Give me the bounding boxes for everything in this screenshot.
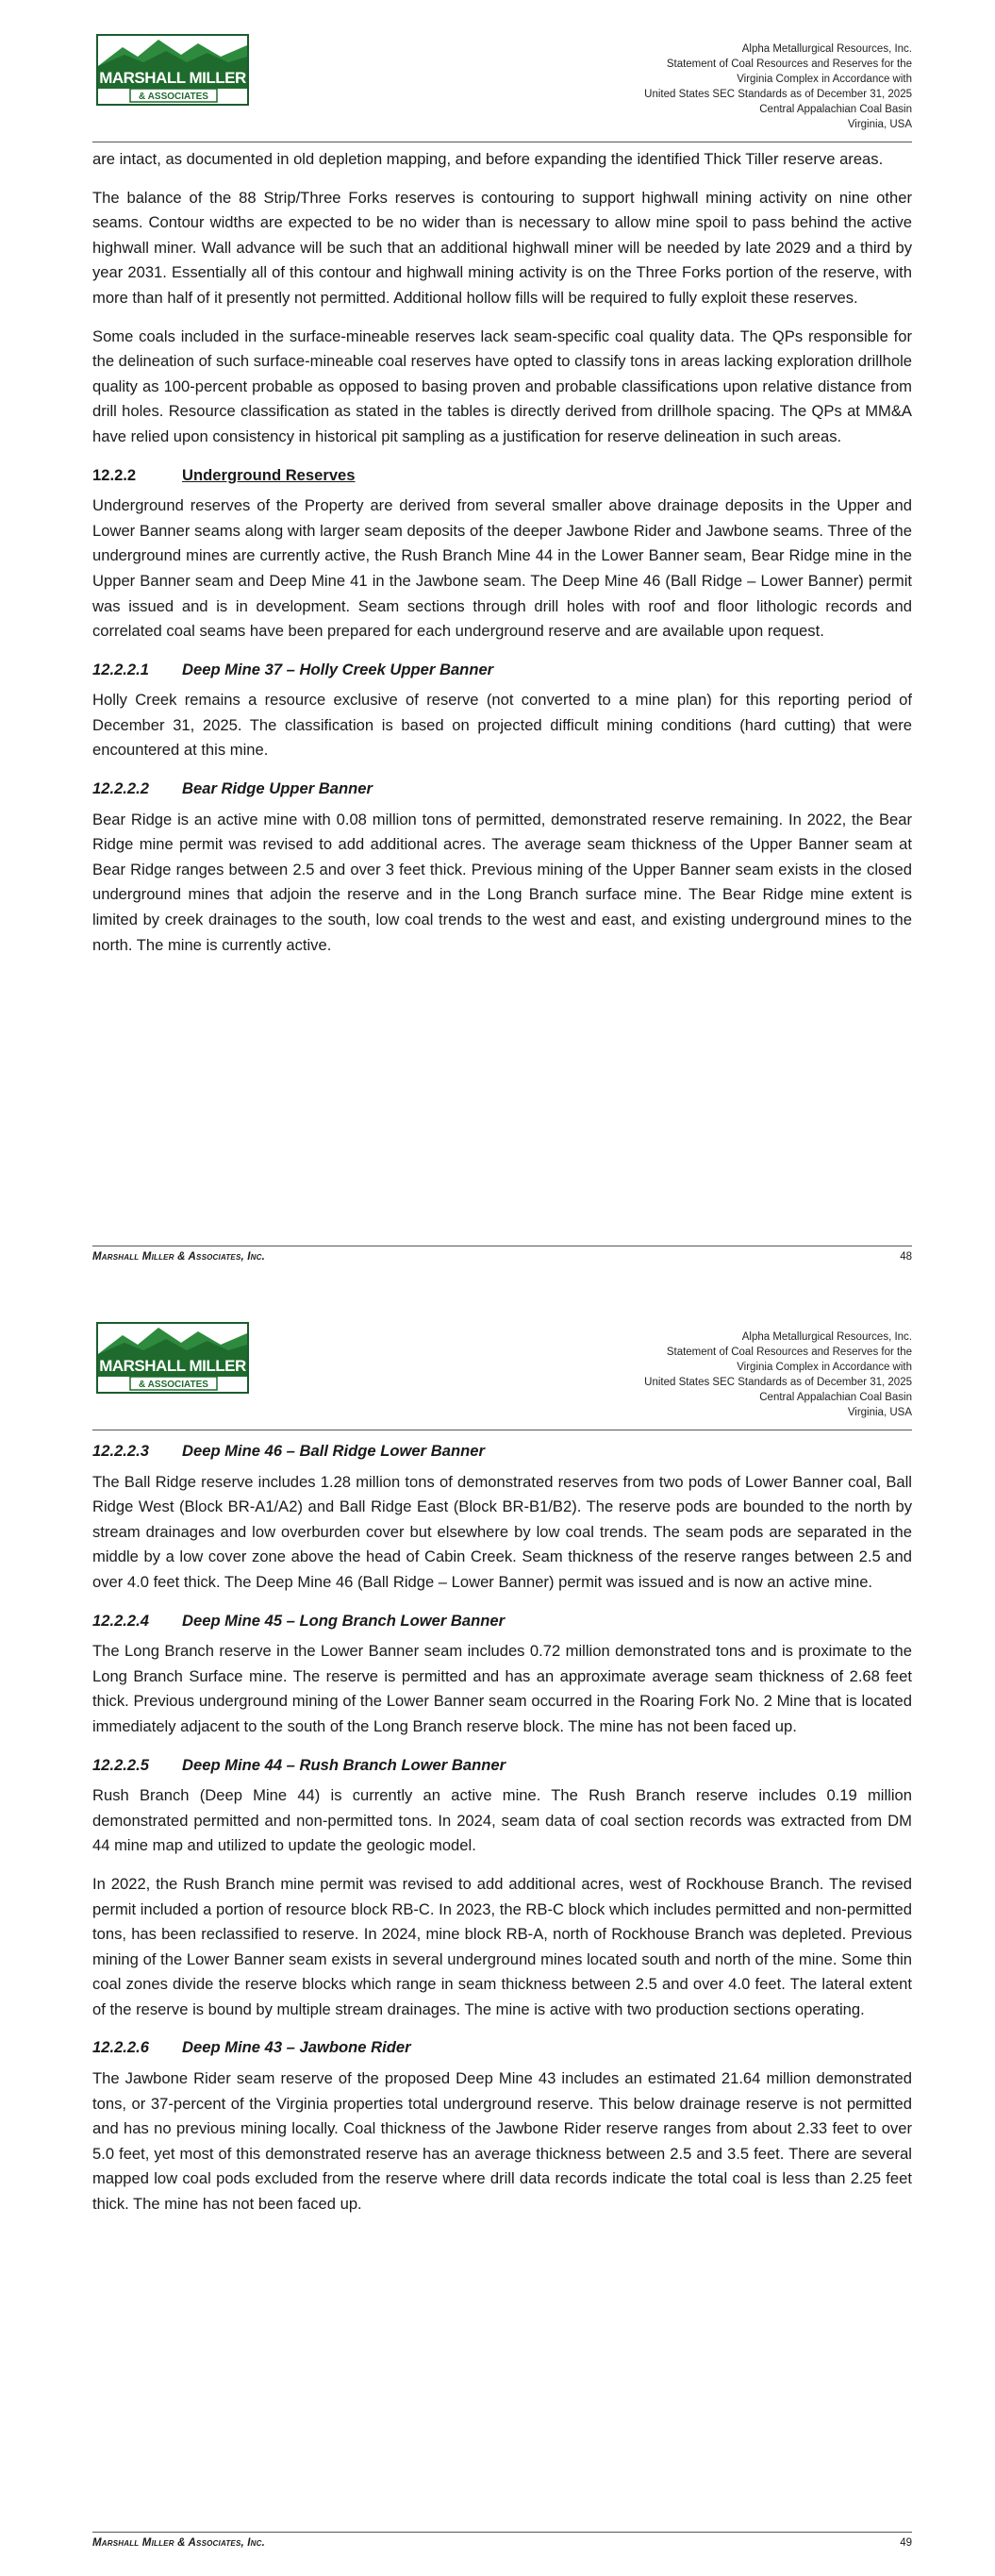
paragraph: Underground reserves of the Property are derived from several smaller above drainage deposits in the Upper and Lower Banner seams along with larger seam deposits of the deeper Jawbone Rider and Jawbone seams. Three of the underground mines are currently active, the Rush Branch Mine 44 in the Lower Banner seam, Bear Ridge mine in the Upper Banner seam and Deep Mine 41 in the Jawbone seam. The Deep Mine 46 (Ball Ridge – Lower Banner) permit was issued and is in development. Seam sections through drill holes with roof and floor lithologic records and correlated coal seams have been prepared for each underground reserve and are available upon request. (92, 496, 912, 641)
subsection-heading-ball-ridge (92, 1439, 912, 1464)
section-number: 12.2.2 (92, 465, 137, 484)
paragraph: The Ball Ridge reserve includes 1.28 million tons of demonstrated reserves from two pods of Lower Banner coal, Ball Ridge West (Block BR-A1/A2) and Ball Ridge East (Block BR-B1/B2). The reserve pods are bounded to the north by stream drainages and low overburden cover but elsewhere by low coal trends. The seam pods are separated in the middle by a low cover zone above the head of Cabin Creek. Seam thickness of the reserve ranges between 2.5 and over 4.0 feet thick. The Deep Mine 46 (Ball Ridge – Lower Banner) permit was issued and is now an active mine. (92, 1472, 912, 1591)
subsection-title: Bear Ridge Upper Banner (182, 779, 373, 798)
logo-text-bottom: & ASSOCIATES (139, 92, 208, 102)
subsection-heading-rush-branch (92, 1753, 912, 1779)
page-number: 49 (900, 2537, 912, 2549)
footer-firm: Marshall Miller & Associates, Inc. (92, 1251, 266, 1263)
header-line-3: Virginia Complex in Accordance with (737, 1362, 912, 1373)
subsection-number: 12.2.2.2 (92, 779, 149, 798)
subsection-title: Deep Mine 46 – Ball Ridge Lower Banner (182, 1442, 485, 1460)
company-logo (96, 34, 249, 106)
section-title: Underground Reserves (182, 465, 356, 484)
page-footer (92, 1251, 912, 1263)
page-body (92, 1439, 912, 2231)
subsection-title: Deep Mine 45 – Long Branch Lower Banner (182, 1611, 506, 1630)
header-line-2: Statement of Coal Resources and Reserves for the (666, 59, 912, 70)
logo-text-bottom: & ASSOCIATES (139, 1380, 208, 1390)
paragraph: Some coals included in the surface-mineable reserves lack seam-specific coal quality data. The QPs responsible for the delineation of such surface-mineable coal reserves have opted to classify tons in areas lacking exploration drillhole quality as 100-percent probable as opposed to basing proven and probable classifications upon relative distance from drill holes. Resource classification as stated in the tables is directly derived from drillhole spacing. The QPs at MM&A have relied upon consistency in historical pit sampling as a justification for reserve delineation in such areas. (92, 326, 912, 445)
logo-text-top: MARSHALL MILLER (99, 1357, 246, 1375)
subsection-number: 12.2.2.1 (92, 660, 149, 678)
subsection-number: 12.2.2.6 (92, 2038, 149, 2057)
logo-text-top: MARSHALL MILLER (99, 69, 246, 87)
subsection-heading-holly-creek (92, 658, 912, 683)
header-line-4: United States SEC Standards as of December 31, 2025 (644, 1377, 912, 1388)
page-footer (92, 2537, 912, 2549)
header-line-5: Central Appalachian Coal Basin (759, 1392, 912, 1403)
section-heading-underground-reserves (92, 463, 912, 489)
paragraph: The balance of the 88 Strip/Three Forks reserves is contouring to support highwall mining activity on nine other seams. Contour widths are expected to be no wider than is necessary to allow mine spoil to pass behind the active highwall miner. Wall advance will be such that an additional highwall miner will be needed by late 2029 and a third by year 2031. Essentially all of this contour and highwall mining activity is on the Three Forks portion of the reserve, with more than half of it presently not permitted. Additional hollow fills will be required to fully exploit these reserves. (92, 188, 912, 307)
footer-firm: Marshall Miller & Associates, Inc. (92, 2537, 266, 2549)
header-company: Alpha Metallurgical Resources, Inc. (741, 43, 912, 55)
subsection-number: 12.2.2.5 (92, 1755, 149, 1774)
header-company: Alpha Metallurgical Resources, Inc. (741, 1331, 912, 1343)
subsection-title: Deep Mine 43 – Jawbone Rider (182, 2038, 411, 2057)
page-number: 48 (900, 1251, 912, 1263)
page-body (92, 147, 912, 971)
paragraph: are intact, as documented in old depletion mapping, and before expanding the identified Thick Tiller reserve areas. (92, 150, 884, 168)
subsection-heading-long-branch (92, 1609, 912, 1634)
subsection-heading-jawbone-rider (92, 2035, 912, 2061)
header-line-5: Central Appalachian Coal Basin (759, 104, 912, 115)
subsection-heading-bear-ridge (92, 777, 912, 802)
paragraph: Rush Branch (Deep Mine 44) is currently an active mine. The Rush Branch reserve includes 0.19 million demonstrated permitted and non-permitted tons. In 2024, seam data of coal section records was extracted from DM 44 mine map and utilized to update the geologic model. (92, 1786, 912, 1855)
paragraph: In 2022, the Rush Branch mine permit was revised to add additional acres, west of Rockhouse Branch. The revised permit included a portion of resource block RB-C. In 2023, the RB-C block which includes permitted and non-permitted tons, has been reclassified to reserve. In 2024, mine block RB-A, north of Rockhouse Branch was depleted. Previous mining of the Lower Banner seam exists in several underground mines located south and north of the mine. Some thin coal zones divide the reserve blocks which range in seam thickness between 2.5 and over 4.0 feet. The lateral extent of the reserve is bound by multiple stream drainages. The mine is active with two production sections operating. (92, 1874, 912, 2018)
paragraph: Bear Ridge is an active mine with 0.08 million tons of permitted, demonstrated reserve remaining. In 2022, the Bear Ridge mine permit was revised to add additional acres. The average seam thickness of the Upper Banner seam at Bear Ridge ranges between 2.5 and over 3 feet thick. Previous mining of the Upper Banner seam exists in the closed underground mines that adjoin the reserve and in the Long Branch surface mine. The Bear Ridge mine extent is limited by creek drainages to the south, low coal trends to the west and east, and existing underground mines to the north. The mine is currently active. (92, 810, 912, 954)
header-line-6: Virginia, USA (847, 119, 912, 130)
paragraph: The Jawbone Rider seam reserve of the proposed Deep Mine 43 includes an estimated 21.64 million demonstrated tons, or 37-percent of the Virginia properties total underground reserve. This below drainage reserve is not permitted and has no previous mining locally. Coal thickness of the Jawbone Rider reserve ranges from about 2.33 feet to over 5.0 feet, yet most of this demonstrated reserve has an average thickness between 2.5 and 3.5 feet. There are several mapped low coal pods excluded from the reserve where drill data records indicate the total coal is less than 2.25 feet thick. The mine has not been faced up. (92, 2069, 912, 2214)
header-line-6: Virginia, USA (847, 1407, 912, 1418)
subsection-title: Deep Mine 37 – Holly Creek Upper Banner (182, 660, 494, 678)
subsection-number: 12.2.2.3 (92, 1442, 149, 1460)
page-header (644, 42, 912, 132)
header-line-4: United States SEC Standards as of December 31, 2025 (644, 89, 912, 100)
paragraph: Holly Creek remains a resource exclusive of reserve (not converted to a mine plan) for this reporting period of December 31, 2025. The classification is based on projected difficult mining conditions (hard cutting) that were encountered at this mine. (92, 691, 912, 760)
subsection-number: 12.2.2.4 (92, 1611, 149, 1630)
footer-divider (92, 2532, 912, 2533)
paragraph: The Long Branch reserve in the Lower Banner seam includes 0.72 million demonstrated tons and is proximate to the Long Branch Surface mine. The reserve is permitted and has an approximate average seam thickness of 2.68 feet thick. Previous underground mining of the Lower Banner seam occurred in the Roaring Fork No. 2 Mine that is located immediately adjacent to the south of the Long Branch reserve block. The mine has not been faced up. (92, 1642, 912, 1735)
subsection-title: Deep Mine 44 – Rush Branch Lower Banner (182, 1755, 506, 1774)
company-logo (96, 1322, 249, 1394)
header-line-2: Statement of Coal Resources and Reserves for the (666, 1347, 912, 1358)
page-header (644, 1330, 912, 1420)
document-page-49 (0, 1288, 995, 2576)
header-line-3: Virginia Complex in Accordance with (737, 74, 912, 85)
